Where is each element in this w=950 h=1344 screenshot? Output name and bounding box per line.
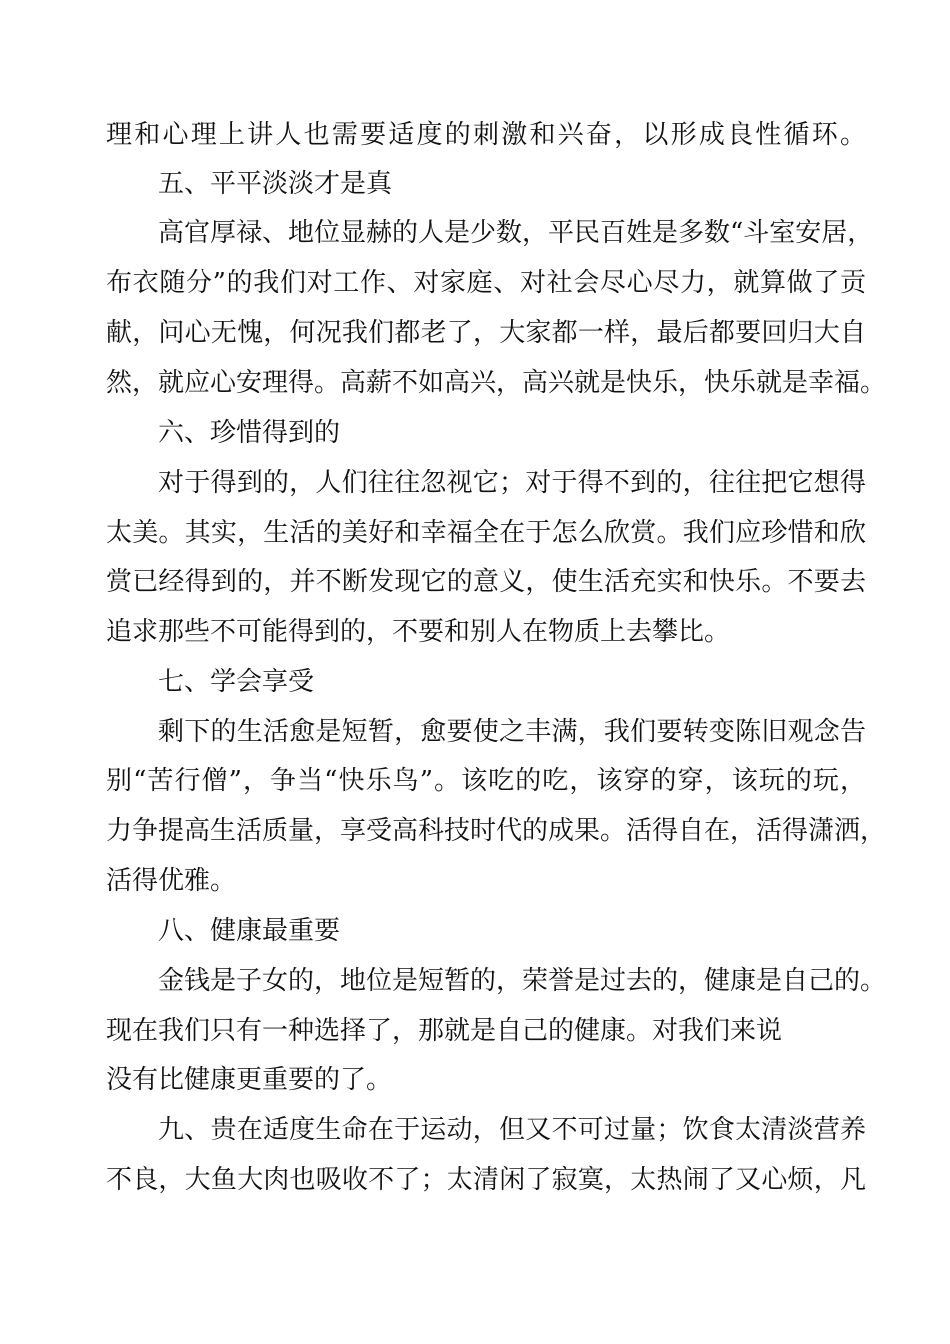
paragraph-line: 布衣随分”的我们对工作、对家庭、对社会尽心尽力，就算做了贡 bbox=[106, 268, 866, 298]
paragraph-line: 献，问心无愧，何况我们都老了，大家都一样，最后都要回归大自 bbox=[106, 318, 866, 348]
paragraph-line: 然，就应心安理得。高薪不如高兴，高兴就是快乐，快乐就是幸福。 bbox=[106, 368, 887, 398]
section-heading-7: 七、学会享受 bbox=[158, 667, 315, 697]
paragraph-line: 不良，大鱼大肉也吸收不了；太清闲了寂寞，太热闹了又心烦，凡 bbox=[106, 1165, 866, 1195]
paragraph-line: 力争提高生活质量，享受高科技时代的成果。活得自在，活得潇洒， bbox=[106, 816, 887, 846]
section-heading-5: 五、平平淡淡才是真 bbox=[158, 169, 393, 199]
paragraph-line: 对于得到的，人们往往忽视它；对于得不到的，往往把它想得 bbox=[158, 468, 866, 498]
paragraph-line: 高官厚禄、地位显赫的人是少数，平民百姓是多数“斗室安居， bbox=[158, 218, 874, 248]
paragraph-line: 剩下的生活愈是短暂，愈要使之丰满，我们要转变陈旧观念告 bbox=[158, 717, 866, 747]
paragraph-line: 没有比健康更重要的了。 bbox=[106, 1065, 393, 1095]
paragraph-line: 理和心理上讲人也需要适度的刺激和兴奋，以形成良性循环。 bbox=[106, 120, 866, 150]
paragraph-line-section-9: 九、贵在适度生命在于运动，但又不可过量；饮食太清淡营养 bbox=[158, 1115, 866, 1145]
paragraph-line: 活得优雅。 bbox=[106, 866, 237, 896]
section-heading-8: 八、健康最重要 bbox=[158, 916, 341, 946]
paragraph-line: 太美。其实，生活的美好和幸福全在于怎么欣赏。我们应珍惜和欣 bbox=[106, 518, 866, 548]
section-heading-6: 六、珍惜得到的 bbox=[158, 418, 341, 448]
paragraph-line: 赏已经得到的，并不断发现它的意义，使生活充实和快乐。不要去 bbox=[106, 567, 866, 597]
paragraph-line: 金钱是子女的，地位是短暂的，荣誉是过去的，健康是自己的。 bbox=[158, 966, 887, 996]
paragraph-line: 追求那些不可能得到的，不要和别人在物质上去攀比。 bbox=[106, 617, 731, 647]
paragraph-line: 现在我们只有一种选择了，那就是自己的健康。对我们来说 bbox=[106, 1016, 783, 1046]
paragraph-line: 别“苦行僧”，争当“快乐鸟”。该吃的吃，该穿的穿，该玩的玩， bbox=[106, 766, 866, 796]
